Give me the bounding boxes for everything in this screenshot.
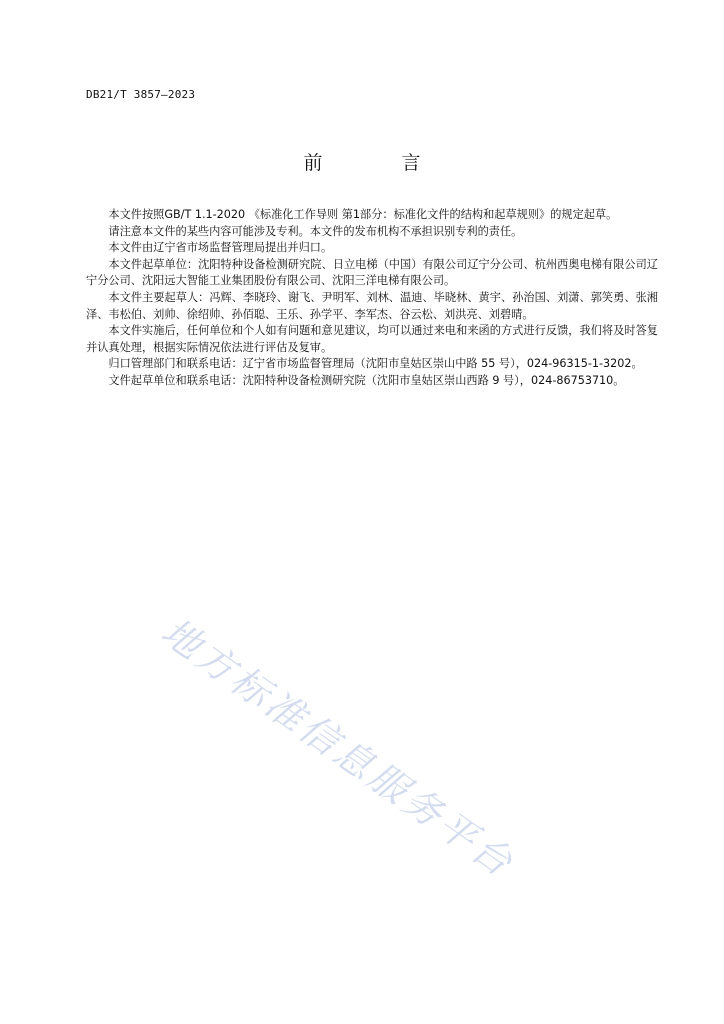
paragraph-drafting-rules: 本文件按照GB/T 1.1-2020 《标准化工作导则 第1部分：标准化文件的结构和起草规则》的规定起草。	[108, 208, 618, 221]
paragraph-main-drafters: 本文件主要起草人：冯辉、李晓玲、谢飞、尹明军、刘林、温迪、毕晓林、黄宇、孙治国、刘潇、郭笑勇、张湘泽、韦松伯、刘帅、徐绍帅、孙佰聪、王乐、孙学平、李军杰、谷云松、刘洪亮、刘碧晴。	[86, 290, 658, 321]
page-title: 前 言	[303, 152, 451, 174]
paragraph-feedback: 本文件实施后，任何单位和个人如有问题和意见建议，均可以通过来电和来函的方式进行反馈，我们将及时答复并认真处理，根据实际情况依法进行评估及复审。	[86, 324, 658, 354]
paragraph-patent-notice: 请注意本文件的某些内容可能涉及专利。本文件的发布机构不承担识别专利的责任。	[108, 224, 523, 238]
paragraph-proposer: 本文件由辽宁省市场监督管理局提出并归口。	[108, 241, 333, 255]
watermark: 地方标准信息服务平台	[153, 609, 523, 887]
paragraph-authority-contact: 归口管理部门和联系电话：辽宁省市场监督管理局（沈阳市皇姑区崇山中路 55 号），024-96315-1-3202。	[108, 357, 643, 371]
paragraph-drafting-units: 本文件起草单位：沈阳特种设备检测研究院、日立电梯（中国）有限公司辽宁分公司、杭州西奥电梯有限公司辽宁分公司、沈阳远大智能工业集团股份有限公司、沈阳三洋电梯有限公司。	[86, 257, 658, 288]
document-code: DB21/T 3857—2023	[86, 88, 196, 101]
foreword-body	[86, 207, 658, 390]
paragraph-drafter-contact: 文件起草单位和联系电话：沈阳特种设备检测研究院（沈阳市皇姑区崇山西路 9 号），024-86753710。	[108, 373, 625, 387]
